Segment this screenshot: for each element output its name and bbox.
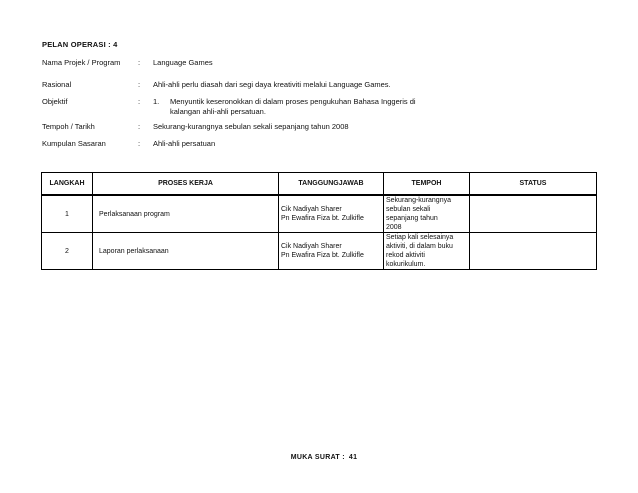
table-header-row <box>42 173 597 196</box>
responsible-person: Pn Ewafira Fiza bt. Zulkifle <box>281 252 364 259</box>
colon: : <box>138 80 141 89</box>
process-cell: Laporan perlaksanaan <box>93 233 279 270</box>
project-value: Language Games <box>153 58 213 67</box>
status-cell <box>470 233 597 270</box>
objective-row <box>42 97 602 119</box>
page-number-label: MUKA SURAT : <box>290 454 345 461</box>
responsibility-cell <box>279 195 384 233</box>
target-label: Kumpulan Sasaran <box>42 139 106 148</box>
page-title: PELAN OPERASI : 4 <box>42 40 118 49</box>
target-value: Ahli-ahli persatuan <box>153 139 216 148</box>
table-row <box>42 195 597 233</box>
table-row <box>42 233 597 270</box>
objective-text <box>170 97 470 117</box>
column-header-status: STATUS <box>470 173 597 196</box>
column-header-duration: TEMPOH <box>384 173 470 196</box>
step-cell: 2 <box>42 233 93 270</box>
objective-line: Menyuntik keseronokkan di dalam proses pengukuhan Bahasa Inggeris di <box>170 97 416 106</box>
responsible-person: Pn Ewafira Fiza bt. Zulkifle <box>281 215 364 222</box>
rationale-value: Ahli-ahli perlu diasah dari segi daya kreativiti melalui Language Games. <box>153 80 391 89</box>
responsibility-cell <box>279 233 384 270</box>
colon: : <box>138 122 141 131</box>
duration-line: kokurikulum. <box>386 261 426 268</box>
duration-cell <box>384 233 470 270</box>
colon: : <box>138 139 141 148</box>
project-label: Nama Projek / Program <box>42 58 121 67</box>
objective-number: 1. <box>153 97 160 106</box>
duration-line: aktiviti, di dalam buku <box>386 243 453 250</box>
column-header-step: LANGKAH <box>42 173 93 196</box>
step-cell: 1 <box>42 195 93 233</box>
duration-line: sebulan sekali <box>386 206 431 213</box>
colon: : <box>138 58 141 67</box>
responsible-person: Cik Nadiyah Sharer <box>281 206 342 213</box>
duration-line: sepanjang tahun <box>386 215 438 222</box>
duration-line: 2008 <box>386 224 402 231</box>
status-cell <box>470 195 597 233</box>
rationale-label: Rasional <box>42 80 72 89</box>
page-footer <box>0 454 638 461</box>
column-header-responsibility: TANGGUNGJAWAB <box>279 173 384 196</box>
duration-value: Sekurang-kurangnya sebulan sekali sepanjang tahun 2008 <box>153 122 349 131</box>
duration-label: Tempoh / Tarikh <box>42 122 95 131</box>
operation-plan-table <box>41 172 597 270</box>
duration-line: Sekurang-kurangnya <box>386 197 451 204</box>
responsible-person: Cik Nadiyah Sharer <box>281 243 342 250</box>
colon: : <box>138 97 141 106</box>
duration-line: rekod aktiviti <box>386 252 425 259</box>
process-cell: Perlaksanaan program <box>93 195 279 233</box>
objective-label: Objektif <box>42 97 68 106</box>
column-header-process: PROSES KERJA <box>93 173 279 196</box>
objective-line: kalangan ahli-ahli persatuan. <box>170 107 266 116</box>
duration-line: Setiap kali selesainya <box>386 234 454 241</box>
page-number: 41 <box>348 454 358 461</box>
duration-cell <box>384 195 470 233</box>
